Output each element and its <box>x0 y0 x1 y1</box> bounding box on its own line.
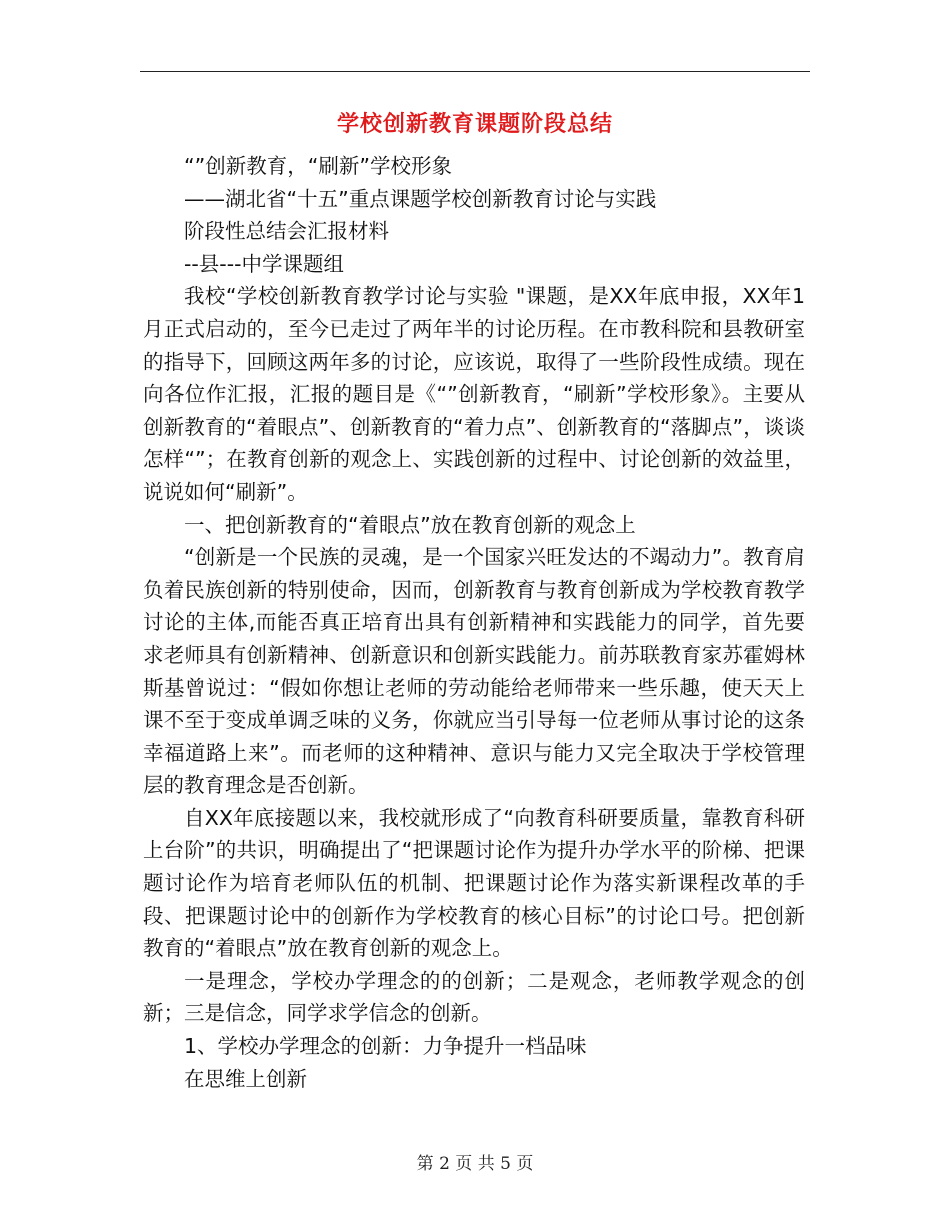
paragraph: “”创新教育，“刷新”学校形象 <box>184 154 452 178</box>
paragraph: 我校“学校创新教育教学讨论与实验 "课题，是XX年底申报，XX年1月正式启动的，至今已走过了两年半的讨论历程。在市教科院和县教研室的指导下，回顾这两年多的讨论，应该说，取得了一些阶段性成绩。现在向各位作汇报，汇报的题目是《“”创新教育，“刷新”学校形象》。主要从创新教育的“着眼点”、创新教育的“着力点”、创新教育的“落脚点”，谈谈怎样“”；在教育创新的观念上、实践创新的过程中、讨论创新的效益里，说说如何“刷新”。 <box>143 284 805 504</box>
header-rule <box>140 71 810 72</box>
paragraph: 在思维上创新 <box>184 1066 307 1091</box>
subsection-heading: 1、学校办学理念的创新：力争提升一档品味 <box>184 1034 587 1059</box>
page-number: 第 2 页 共 5 页 <box>416 1154 534 1174</box>
paragraph: 自XX年底接题以来，我校就形成了“向教育科研要质量，靠教育科研上台阶”的共识，明确提出了“把课题讨论作为提升办学水平的阶梯、把课题讨论作为培育老师队伍的机制、把课题讨论作为落实新课程改革的手段、把课题讨论中的创新作为学校教育的核心目标”的讨论口号。把创新教育的“着眼点”放在教育创新的观念上。 <box>143 805 805 961</box>
paragraph: ——湖北省“十五”重点课题学校创新教育讨论与实践 <box>184 186 657 211</box>
paragraph: 一是理念，学校办学理念的的创新；二是观念，老师教学观念的创新；三是信念，同学求学信念的创新。 <box>143 968 805 1026</box>
paragraph: “创新是一个民族的灵魂，是一个国家兴旺发达的不竭动力”。教育肩负着民族创新的特别使命，因而，创新教育与教育创新成为学校教育教学讨论的主体,而能否真正培育出具有创新精神和实践能力的同学，首先要求老师具有创新精神、创新意识和创新实践能力。前苏联教育家苏霍姆林斯基曾说过：“假如你想让老师的劳动能给老师带来一些乐趣，使天天上课不至于变成单调乏味的义务，你就应当引导每一位老师从事讨论的这条幸福道路上来”。而老师的这种精神、意识与能力又完全取决于学校管理层的教育理念是否创新。 <box>143 545 805 798</box>
document-title: 学校创新教育课题阶段总结 <box>336 111 613 137</box>
paragraph: --县---中学课题组 <box>184 251 344 276</box>
document-body <box>143 150 805 1095</box>
section-heading: 一、把创新教育的“着眼点”放在教育创新的观念上 <box>184 512 636 537</box>
paragraph: 阶段性总结会汇报材料 <box>184 219 389 244</box>
